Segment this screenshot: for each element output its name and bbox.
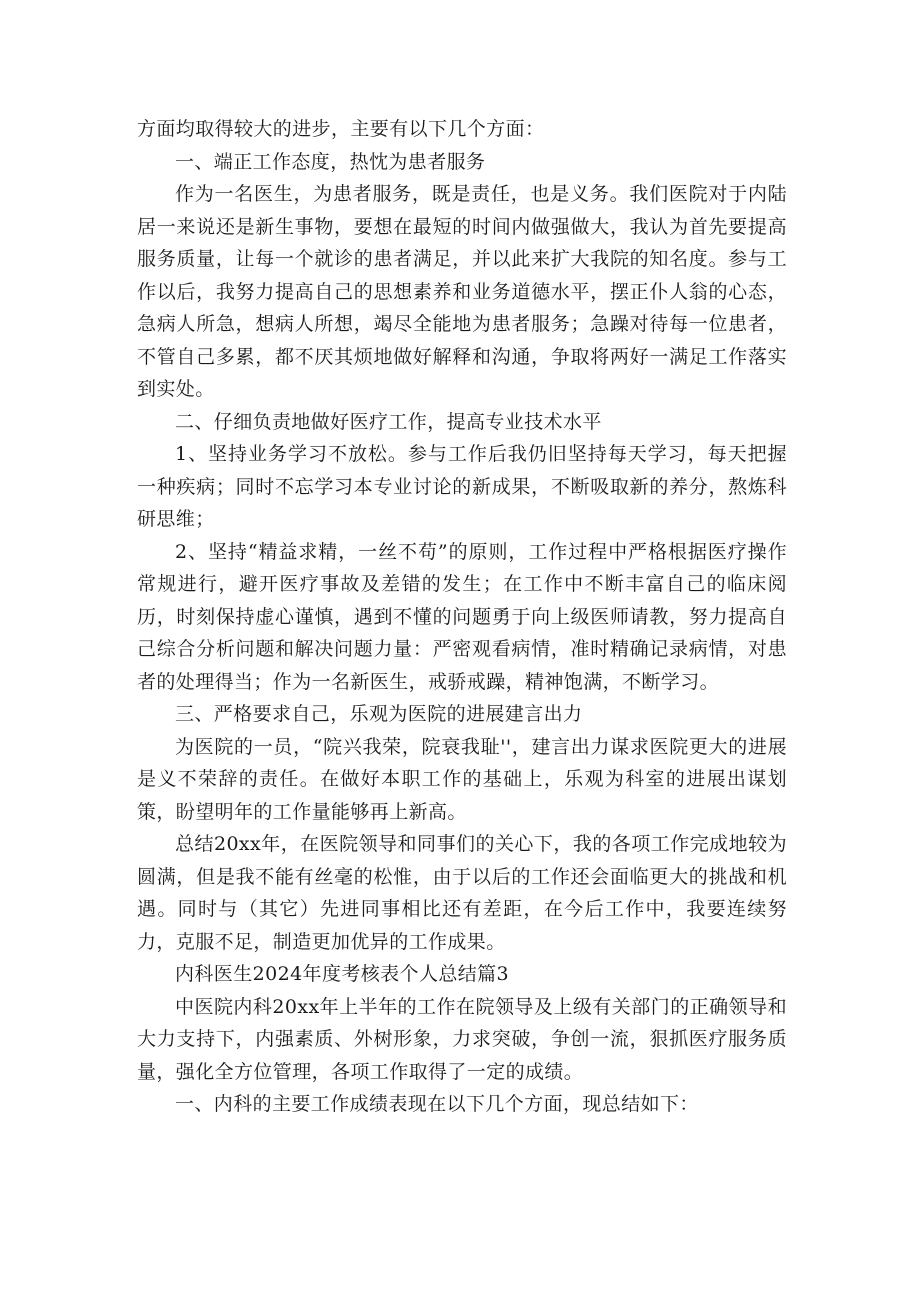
paragraph: 总结20xx年，在医院领导和同事们的关心下，我的各项工作完成地较为圆满，但是我不能有丝毫的松惟，由于以后的工作还会面临更大的挑战和机遇。同时与（其它）先进同事相比还有差距，在今后工作中，我要连续努力，克服不足，制造更加优异的工作成果。	[137, 833, 787, 953]
paragraph: 1、坚持业务学习不放松。参与工作后我仍旧坚持每天学习，每天把握一种疾病；同时不忘学习本专业讨论的新成果，不断吸取新的养分，熬炼科研思维；	[137, 443, 787, 530]
section-heading-2: 二、仔细负责地做好医疗工作，提高专业技术水平	[175, 410, 602, 433]
paragraph: 为医院的一员，“院兴我荣，院衰我耻''，建言出力谋求医院更大的进展是义不荣辞的责任。在做好本职工作的基础上，乐观为科室的进展出谋划策，盼望明年的工作量能够再上新高。	[137, 735, 787, 823]
section-heading-1: 一、端正工作态度，热忱为患者服务	[175, 150, 486, 173]
section-heading-3: 三、严格要求自己，乐观为医院的进展建言出力	[175, 703, 583, 725]
document-body	[137, 113, 787, 1121]
article-title: 内科医生2024年度考核表个人总结篇3	[175, 963, 510, 985]
paragraph: 作为一名医生，为患者服务，既是责任，也是义务。我们医院对于内陆居一来说还是新生事物，要想在最短的时间内做强做大，我认为首先要提高服务质量，让每一个就诊的患者满足，并以此来扩大我院的知名度。参与工作以后，我努力提高自己的思想素养和业务道德水平，摆正仆人翁的心态，急病人所急，想病人所想，竭尽全能地为患者服务；急躁对待每一位患者，不管自己多累，都不厌其烦地做好解释和沟通，争取将两好一满足工作落实到实处。	[137, 183, 787, 400]
paragraph: 中医院内科20xx年上半年的工作在院领导及上级有关部门的正确领导和大力支持下，内强素质、外树形象，力求突破，争创一流，狠抓医疗服务质量，强化全方位管理，各项工作取得了一定的成绩。	[137, 995, 787, 1083]
section-heading-4: 一、内科的主要工作成绩表现在以下几个方面，现总结如下：	[175, 1093, 699, 1115]
paragraph: 2、坚持“精益求精，一丝不苟”的原则，工作过程中严格根据医疗操作常规进行，避开医疗事故及差错的发生；在工作中不断丰富自己的临床阅历，时刻保持虚心谨慎，遇到不懂的问题勇于向上级医师请教，努力提高自己综合分析问题和解决问题力量：严密观看病情，准时精确记录病情，对患者的处理得当；作为一名新医生，戒骄戒躁，精神饱满，不断学习。	[137, 540, 787, 693]
paragraph-continuation: 方面均取得较大的进步，主要有以下几个方面：	[137, 118, 545, 140]
